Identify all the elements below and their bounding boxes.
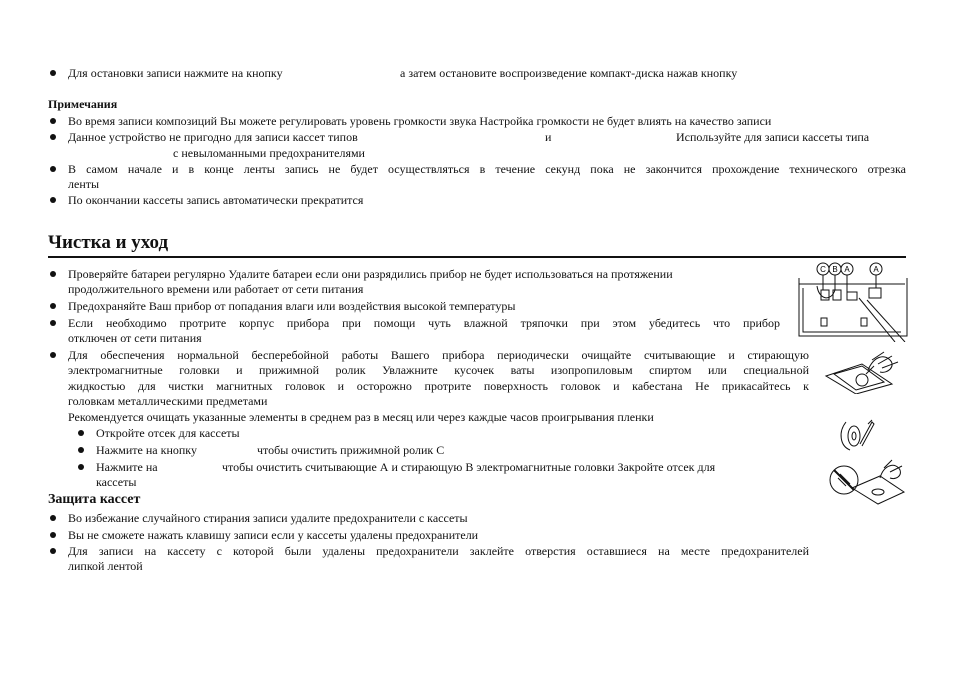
bullet (50, 118, 56, 124)
sub-bullet (78, 464, 84, 470)
sub-bullet (78, 430, 84, 436)
note-unsuitable-b: и (545, 130, 552, 144)
sub-press-heads-a: Нажмите на (96, 460, 158, 474)
section-rule (48, 256, 906, 258)
note-unsuitable-a: Данное устройство не пригодно для записи кассет типов (68, 130, 358, 144)
stop-instruction-a: Для остановки записи нажмите на кнопку (68, 66, 283, 80)
care-heads-d: головкам металлическими предметами (68, 394, 268, 408)
cassette-heads-figure (797, 260, 909, 342)
note-unsuitable-c: Используйте для записи кассеты типа (676, 130, 870, 144)
bullet (50, 303, 56, 309)
no-metal-objects-figure (822, 458, 906, 506)
care-heads-a: Для обеспечения нормальной бесперебойной работы Вашего прибора периодически очищайте считывающие и стирающую (68, 348, 809, 362)
sub-bullet (78, 447, 84, 453)
sub-open-compartment: Откройте отсек для кассеты (96, 426, 240, 440)
head-label-a2: A (873, 265, 879, 274)
protect-remove-tabs: Во избежание случайного стирания записи удалите предохранители с кассеты (68, 511, 468, 525)
care-wipe-b: отключен от сети питания (68, 331, 202, 345)
bullet (50, 134, 56, 140)
note-leader-a: В самом начале и в конце ленты запись не будет осуществляться в течение секунд пока не закончится прохождение технического отрезка (68, 162, 906, 176)
bullet (50, 197, 56, 203)
care-moisture: Предохраняйте Ваш прибор от попадания влаги или воздействия высокой температуры (68, 299, 516, 313)
sub-press-button-b: чтобы очистить прижимной ролик С (257, 443, 445, 457)
pinch-roller-figure (838, 414, 878, 454)
bullet (50, 70, 56, 76)
note-leader-b: ленты (68, 177, 100, 191)
protect-cannot-record: Вы не сможете нажать клавишу записи если у кассеты удалены предохранители (68, 528, 479, 542)
bullet (50, 166, 56, 172)
protect-heading: Защита кассет (48, 492, 141, 507)
sub-press-button-a: Нажмите на кнопку (96, 443, 197, 457)
swab-cleaning-figure (822, 350, 908, 394)
stop-instruction-b: а затем остановите воспроизведение компакт-диска нажав кнопку (400, 66, 738, 80)
head-label-c: C (820, 265, 826, 274)
note-auto-stop: По окончании кассеты запись автоматически прекратится (68, 193, 364, 207)
care-heads-b: электромагнитные головки и прижимной ролик Увлажните кусочек ваты изопропиловым спиртом или специальной (68, 363, 809, 377)
head-label-a: A (844, 265, 850, 274)
note-unsuitable-d: с невыломанными предохранителями (173, 146, 365, 160)
bullet (50, 532, 56, 538)
care-heading: Чистка и уход (48, 232, 169, 253)
bullet (50, 515, 56, 521)
bullet (50, 320, 56, 326)
note-volume: Во время записи композиций Вы можете регулировать уровень громкости звука Настройка громкости не будет влиять на качество записи (68, 114, 772, 128)
protect-tape-holes-b: липкой лентой (68, 559, 143, 573)
protect-tape-holes-a: Для записи на кассету с которой были удалены предохранители заклейте отверстия оставшиеся на месте предохранителей (68, 544, 809, 558)
care-wipe-a: Если необходимо протрите корпус прибора при помощи чуть влажной тряпочки при этом убедитесь что прибор (68, 316, 780, 330)
head-label-b: B (832, 265, 838, 274)
sub-press-heads-b: чтобы очистить считывающие А и стирающую В электромагнитные головки Закройте отсек для (222, 460, 716, 474)
care-batteries-a: Проверяйте батареи регулярно Удалите батареи если они разрядились прибор не будет использоваться на протяжении (68, 267, 673, 281)
care-recommend: Рекомендуется очищать указанные элементы в среднем раз в месяц или через каждые часов проигрывания пленки (68, 410, 654, 424)
bullet (50, 352, 56, 358)
sub-press-heads-c: кассеты (96, 475, 137, 489)
bullet (50, 271, 56, 277)
notes-heading: Примечания (48, 97, 118, 111)
care-heads-c: жидкостью для чистки магнитных головок и осторожно протрите поверхность головок и кабестана Не прикасайтесь к (68, 379, 809, 393)
bullet (50, 548, 56, 554)
care-batteries-b: продолжительного времени или работает от сети питания (68, 282, 364, 296)
